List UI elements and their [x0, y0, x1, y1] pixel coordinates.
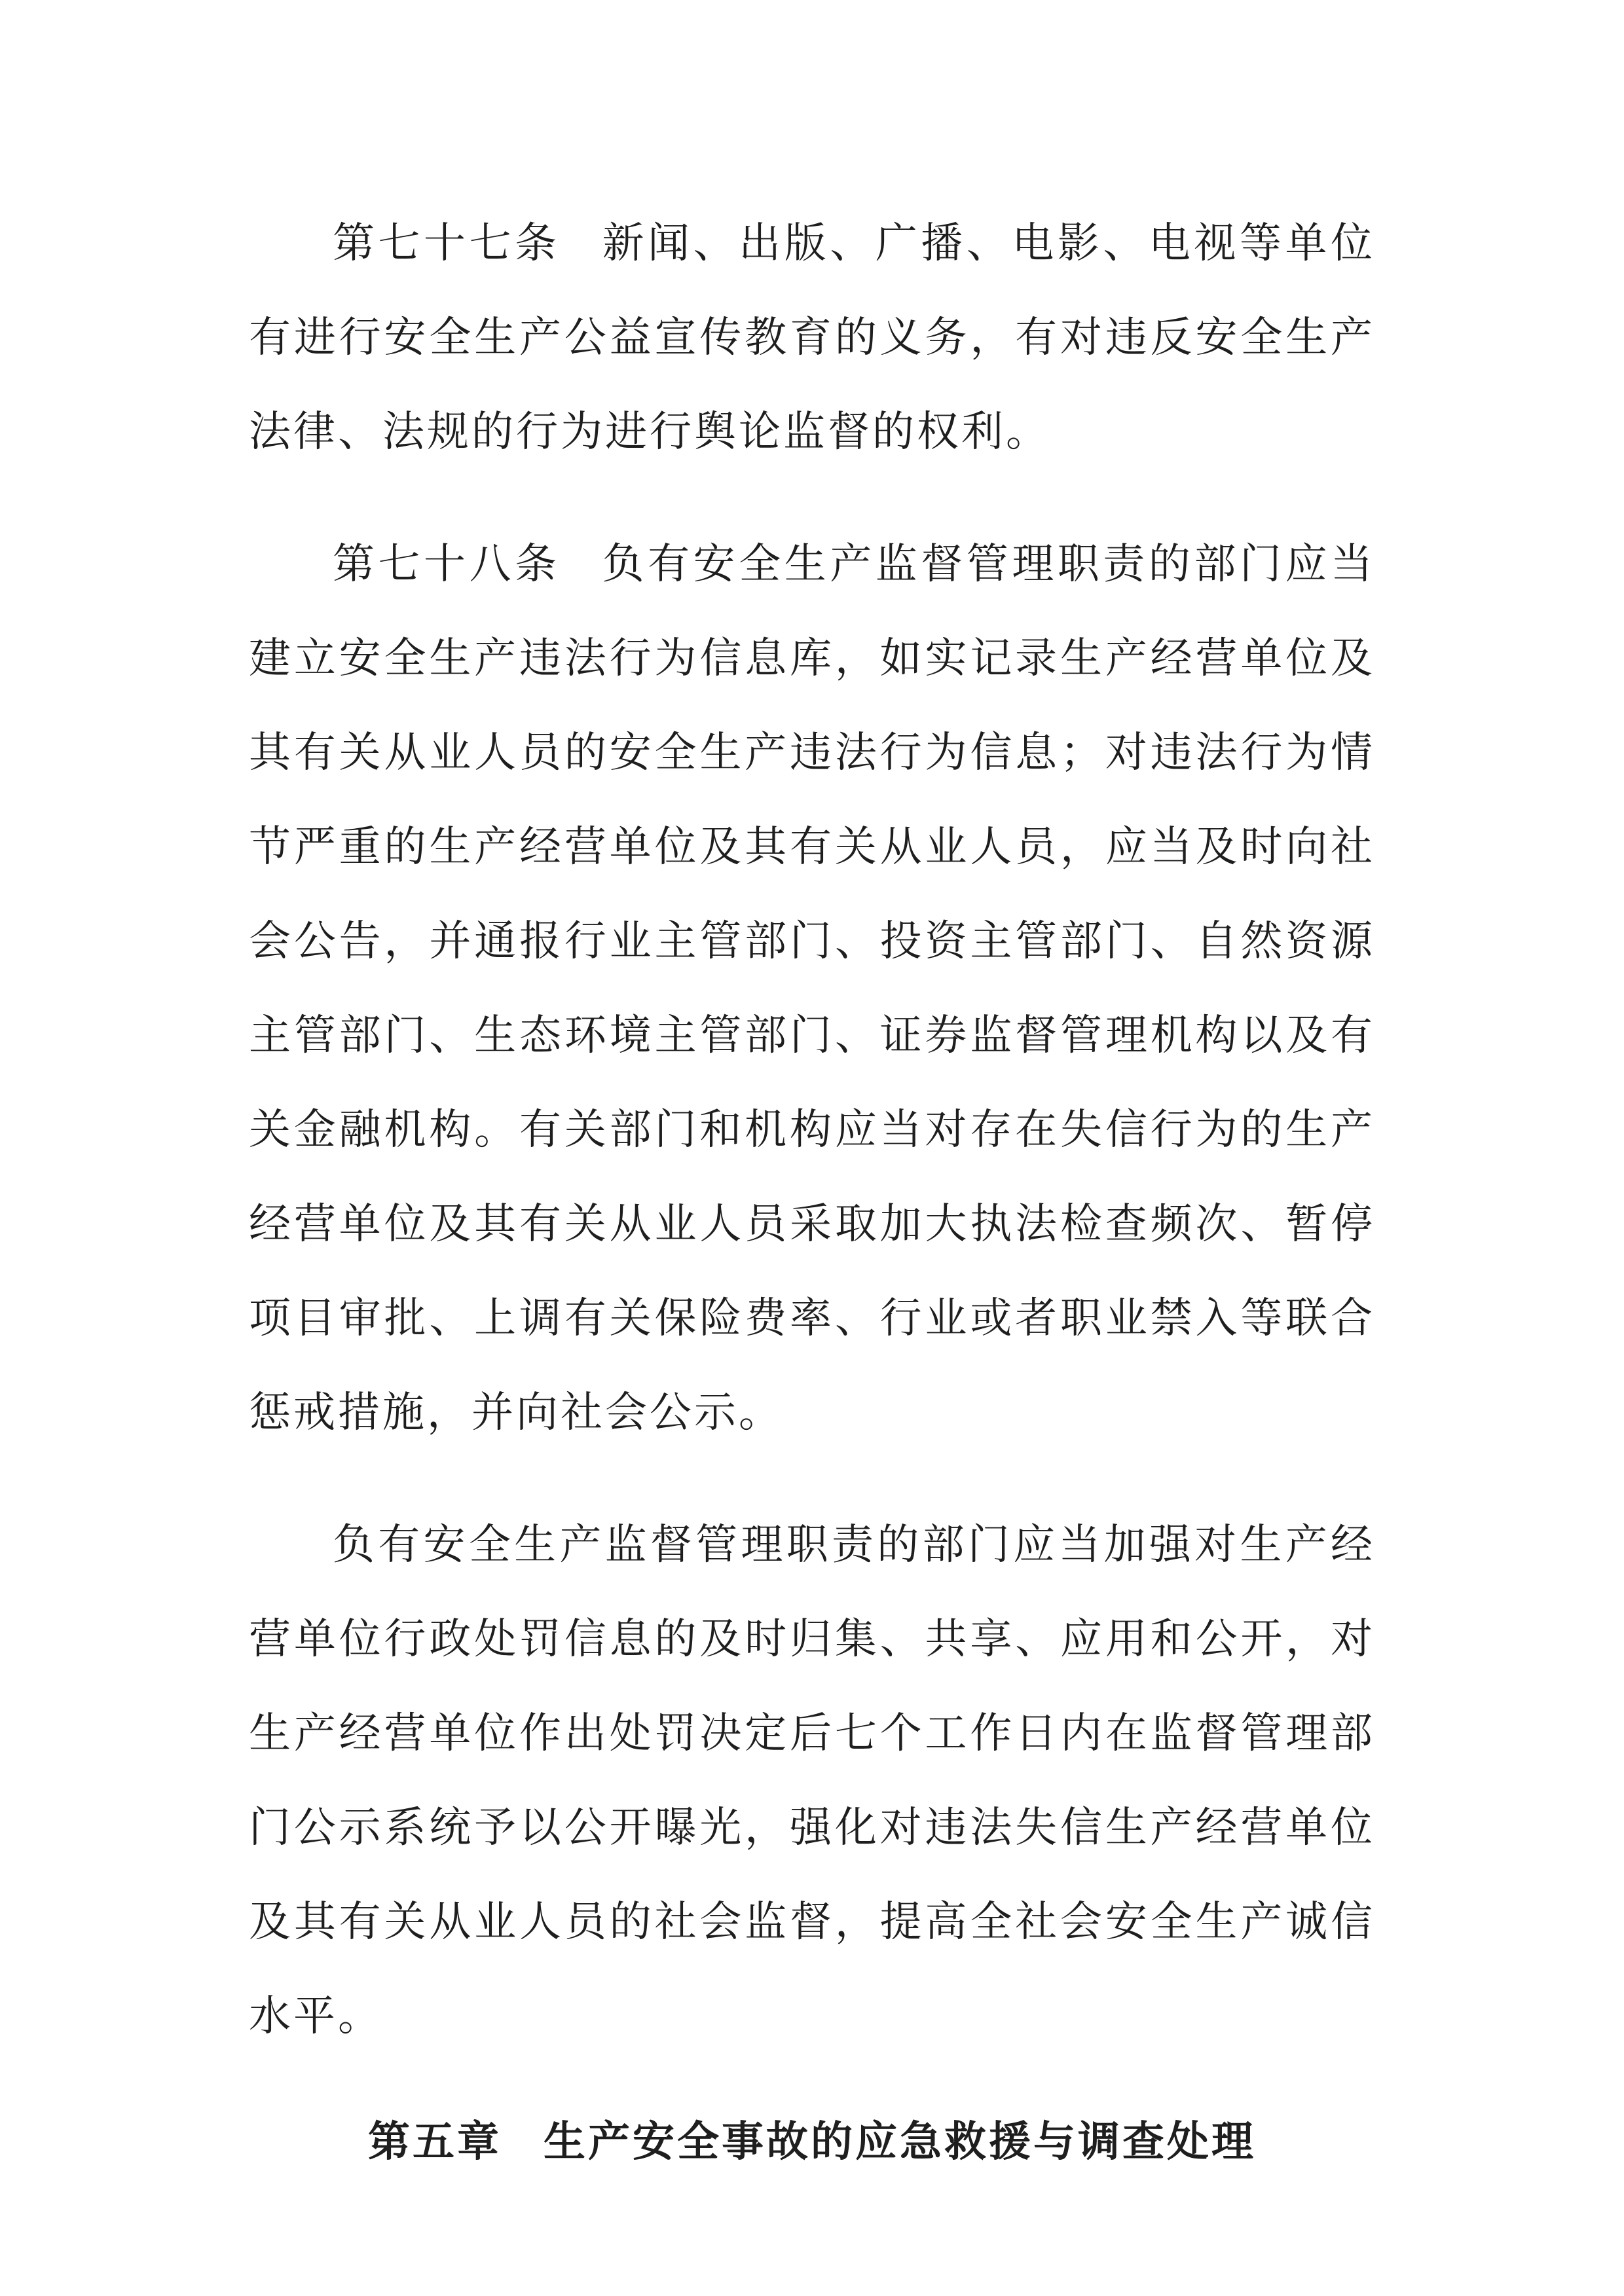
article-78 [249, 517, 1375, 1460]
article-77 [249, 196, 1375, 479]
article-text: 负有安全生产监督管理职责的部门应当建立安全生产违法行为信息库，如实记录生产经营单位及其有关从业人员的安全生产违法行为信息；对违法行为情节严重的生产经营单位及其有关从业人员，应当及时向社会公告，并通报行业主管部门、投资主管部门、自然资源主管部门、生态环境主管部门、证券监督管理机构以及有关金融机构。有关部门和机构应当对存在失信行为的生产经营单位及其有关从业人员采取加大执法检查频次、暂停项目审批、上调有关保险费率、行业或者职业禁入等联合惩戒措施，并向社会公示。 [249, 540, 1376, 1437]
article-78-paragraph-2: 负有安全生产监督管理职责的部门应当加强对生产经营单位行政处罚信息的及时归集、共享、应用和公开，对生产经营单位作出处罚决定后七个工作日内在监督管理部门公示系统予以公开曝光，强化对违法失信生产经营单位及其有关从业人员的社会监督，提高全社会安全生产诚信水平。 [249, 1521, 1375, 2041]
article-number: 第七十七条 [333, 219, 561, 268]
chapter-title: 生产安全事故的应急救援与调查处理 [544, 2117, 1256, 2166]
chapter-heading [249, 2095, 1375, 2189]
chapter-number: 第五章 [368, 2117, 502, 2166]
document-page [249, 196, 1375, 2189]
article-number: 第七十八条 [333, 540, 561, 589]
article-text: 新闻、出版、广播、电影、电视等单位有进行安全生产公益宣传教育的义务，有对违反安全生产法律、法规的行为进行舆论监督的权利。 [249, 219, 1376, 456]
